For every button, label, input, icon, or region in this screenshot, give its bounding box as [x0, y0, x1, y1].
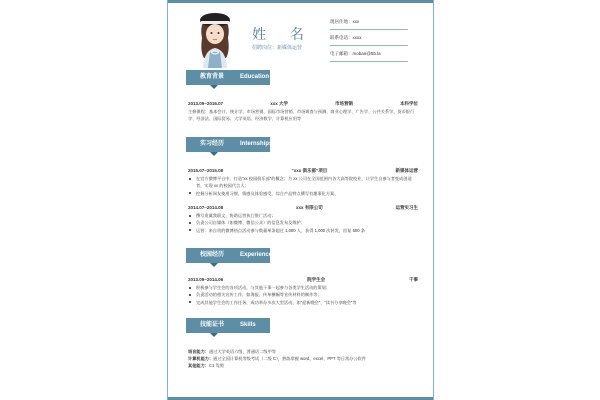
education-header-row	[188, 100, 418, 107]
list-item: 积极参与学生会的各项活动，与其他干事一起参与各类学生活动的策划；	[188, 284, 418, 291]
section-title-en: Skills	[240, 322, 256, 328]
internship-bullets	[188, 175, 418, 197]
list-item: 在官方微博平台中，打造“xx 校园俱乐部”的概念；为 xx 公司在全国范围内各大高等院校业，让学生自参与者变成创造者，实现 xx 的校园代言人；	[188, 175, 418, 189]
contact-address: 現居住地：xxx	[330, 18, 408, 30]
list-item: 完成其他学生会的工作任务，成功举办多次大型活动，如“迎新晚会”、“读书分享晚会”等	[188, 299, 418, 306]
section-pointer	[210, 263, 218, 267]
avatar	[192, 8, 238, 68]
section-skills-header	[186, 318, 416, 336]
campus-block	[188, 276, 418, 306]
skills-block	[188, 348, 418, 370]
skill-text: 通过大学英语六级，普通话二级甲等	[208, 349, 276, 354]
internship-bullets	[188, 212, 418, 234]
section-title-cn: 实习经历	[200, 141, 225, 147]
campus-period: 2013.09~2014.06	[188, 277, 224, 282]
internship-period: 2014.07~2014.08	[188, 205, 224, 210]
job-value: 新媒体运营	[277, 45, 303, 51]
section-title-cn: 教育背景	[200, 74, 225, 80]
education-block	[188, 100, 418, 123]
skill-other	[188, 362, 418, 369]
skill-text: 通过全国计算机等级考试（二级 C），熟练掌握 word、excel、PPT 等日常办公软件	[213, 356, 366, 362]
contact-info	[330, 18, 408, 66]
skill-text: C1 驾照	[208, 363, 224, 369]
internship-role: 新媒体运营	[395, 168, 418, 173]
internship-role: 运营实习生	[395, 205, 418, 210]
education-courses: 主修课程：基本会计、统计学、市场营销、国际市场营销、市场调查与预测、商业心理学、广告学、公共关系学、货币银行学、经济法、国际贸易、大学英语、经济数学、计算机应用等	[188, 109, 415, 122]
section-internships-header	[186, 137, 416, 155]
campus-role: 干事	[408, 277, 418, 282]
internship-org: “xxx 俱乐部”项目	[291, 168, 328, 173]
job-label: 招聘岗位：	[252, 45, 278, 51]
job-target	[252, 44, 302, 51]
skill-label: 计算机能力：	[188, 356, 214, 362]
contact-phone: 联系电话：xxxx	[330, 34, 408, 46]
section-education-header	[186, 70, 416, 88]
skill-language	[188, 348, 418, 355]
internship-org: xxx 有限公司	[295, 205, 323, 210]
education-major: 市场营销	[334, 101, 353, 106]
education-period: 2013.09~2016.07	[188, 101, 224, 106]
list-item: 负责公司自媒体（如微博、微信公众）的信息发布及维护；	[188, 219, 418, 226]
section-title-en: Education	[240, 74, 270, 80]
section-title-cn: 技能证书	[200, 322, 225, 328]
section-pointer	[210, 85, 218, 89]
top-accent-bar	[168, 0, 433, 3]
campus-bullets	[188, 284, 418, 306]
education-degree: 本科学位	[399, 101, 418, 106]
section-pointer	[210, 152, 218, 156]
section-title-en: Experiences	[240, 252, 276, 258]
list-item: 运营：来自贵的微博热点活动参与数量单条超过 1,000 人，获得 1,000 次转发，回复 500 条	[188, 227, 418, 234]
list-item: 负责活动的相关宣传工作，如海报、传单横幅等宣传材料的制作等；	[188, 291, 418, 298]
internship-period: 2015.07~2015.08	[188, 168, 224, 173]
section-pointer	[210, 333, 218, 337]
internship-entry-1	[188, 167, 418, 197]
resume-page	[167, 0, 434, 400]
candidate-name: 姓 名	[252, 26, 314, 42]
section-experiences-header	[186, 248, 416, 266]
list-item: 挖掘分析网友使用习惯、情感及体验感受，综合产品特点撰写有趣事化方案。	[188, 190, 418, 197]
skill-label: 语言能力：	[188, 349, 209, 354]
section-title-cn: 校园经历	[200, 252, 225, 258]
education-school: xxx 大学	[270, 101, 288, 106]
list-item: 撰写贵属我职文，协助运营执行推广活动；	[188, 212, 418, 219]
campus-org: 院学生会	[307, 277, 326, 282]
section-title-en: Internships	[240, 141, 273, 147]
internship-entry-2	[188, 204, 418, 234]
skill-computer	[188, 355, 418, 362]
contact-email: 电子邮箱：moban@55.la	[330, 50, 408, 62]
skill-label: 其他能力：	[188, 363, 209, 369]
